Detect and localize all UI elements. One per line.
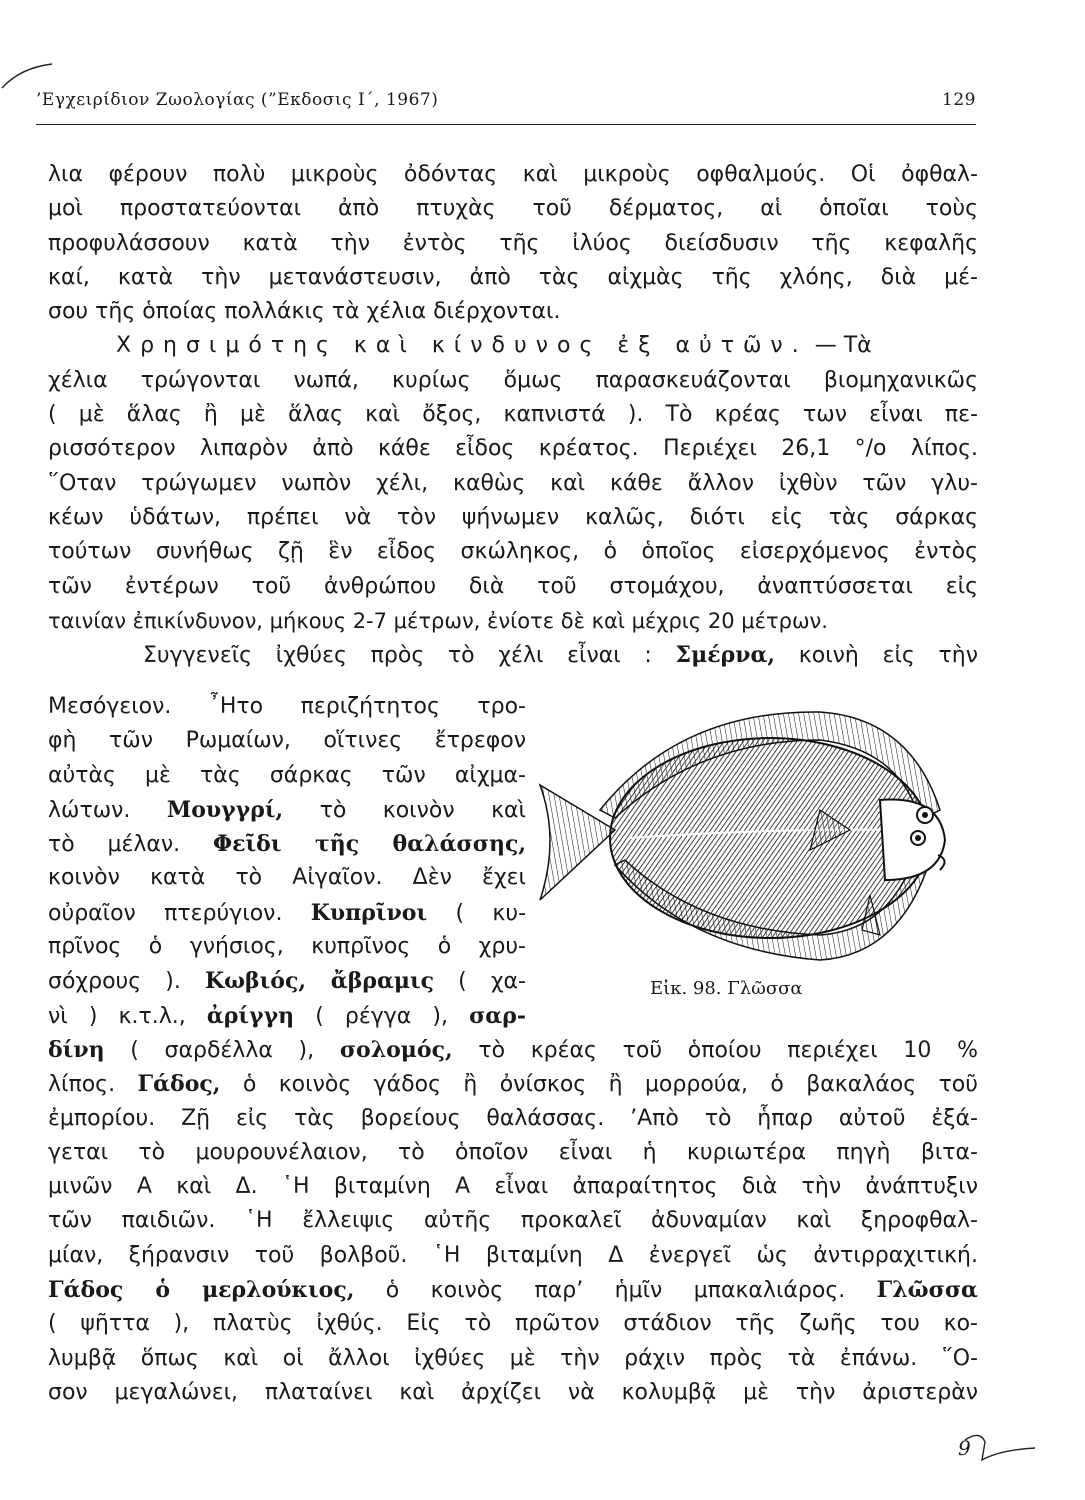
plain-part: ὁ κοινὸς παρ’ ἡμῖν μπακαλιάρος. [385, 1278, 846, 1304]
text-line [48, 896, 526, 930]
term-glossa: Γλῶσσα [876, 1277, 978, 1304]
related-intro-text: Συγγενεῖς ἰχθύες πρὸς τὸ χέλι εἶναι : [143, 643, 652, 669]
text-line: λυμβᾷ ὅπως καὶ οἱ ἄλλοι ἰχθύες μὲ τὴν ράχιν πρὸς τὰ ἐπάνω. ῞Ο- [48, 1345, 978, 1371]
text-line: μίαν, ξήρανσιν τοῦ βολβοῦ. ῾Η βιταμίνη Δ ἐνεργεῖ ὡς ἀντιρραχιτική. [48, 1242, 978, 1268]
text-line: τούτων συνήθως ζῇ ἓν εἶδος σκώληκος, ὁ ὁποῖος εἰσερχόμενος ἐντὸς [48, 539, 978, 565]
header-rule [36, 124, 976, 125]
rest-part: τὸ κρέας τοῦ ὁποίου περιέχει 10 % [478, 1038, 978, 1063]
text-line: λια φέρουν πολὺ μικροὺς ὀδόντας καὶ μικροὺς οφθαλμούς. Οἱ ὀφθαλ- [48, 162, 978, 187]
wrapped-text-column [48, 690, 526, 1033]
term-feidi: Φεῖδι τῆς θαλάσσης, [212, 831, 526, 858]
text-line [48, 827, 526, 861]
figure-caption: Εἰκ. 98. Γλῶσσα [650, 978, 803, 999]
text-line [48, 1033, 978, 1067]
term-mougri: Μουγγρί, [166, 796, 284, 823]
related-intro-line [48, 638, 978, 672]
text-line: ῞Οταν τρώγωμεν νωπὸν χέλι, καθὼς καὶ κάθε ἄλλον ἰχθὺν τῶν γλυ- [48, 470, 978, 496]
subheading-title: Χρησιμότης καὶ κίνδυνος ἐξ αὐτῶν. [116, 333, 808, 359]
signature-number: 9 [958, 1436, 971, 1460]
text-line: κέων ὑδάτων, πρέπει νὰ τὸν ψήνωμεν καλῶς, διότι εἰς τὰς σάρκας [48, 504, 978, 530]
page-number: 129 [942, 90, 976, 110]
text-line [48, 964, 526, 998]
text-line: ρισσότερον λιπαρὸν ἀπὸ κάθε εἶδος κρέατος. Περιέχει 26,1 °/o λίπος. [48, 436, 978, 462]
text-line [48, 999, 526, 1033]
rest-part: τὸ κοινὸν καὶ [319, 797, 526, 823]
running-header [36, 90, 976, 110]
running-title: ’Εγχειρίδιον Ζωολογίας (”Εκδοσις Ι΄, 1967) [36, 90, 439, 110]
term-kyprinoi: Κυπρῖνοι [310, 899, 428, 926]
text-line: ταινίαν ἐπικίνδυνον, μήκους 2-7 μέτρων, ἐνίοτε δὲ καὶ μέχρις 20 μέτρων. [48, 608, 828, 633]
rest-part: ὁ κοινὸς γάδος ἢ ὀνίσκος ἢ μορρούα, ὁ βακαλάος τοῦ [242, 1072, 978, 1098]
body-text-tail [48, 1033, 978, 1410]
text-line: σου τῆς ὁποίας πολλάκις τὰ χέλια διέρχονται. [48, 299, 561, 325]
text-line: γεται τὸ μουρουνέλαιον, τὸ ὁποῖον εἶναι ἡ κυριωτέρα πηγὴ βιτα- [48, 1139, 978, 1165]
term-sardini-end: δίνη [48, 1037, 105, 1063]
term-kobios: Κωβιός, ἄβραμις [204, 968, 435, 995]
signature-mark [960, 1420, 1040, 1480]
text-line: κοινὸν κατὰ τὸ Αἰγαῖον. Δὲν ἔχει [48, 865, 526, 891]
text-line [48, 793, 526, 827]
plain-part: νὶ ) κ.τ.λ., [48, 1003, 186, 1029]
text-line: ( μὲ ἅλας ἢ μὲ ἅλας καὶ ὄξος, καπνιστά ). Τὸ κρέας των εἶναι πε- [48, 402, 978, 428]
plain-part: ( σαρδέλλα ), [130, 1038, 315, 1063]
term-merloukios: Γάδος ὁ μερλούκιος, [48, 1277, 355, 1304]
text-line: σον μεγαλώνει, πλαταίνει καὶ ἀρχίζει νὰ κολυμβᾷ μὲ τὴν ἀριστερὰν [48, 1379, 978, 1405]
text-line: Μεσόγειον. ῏Ητο περιζήτητος τρο- [48, 694, 526, 719]
flatfish-illustration-icon [520, 690, 970, 990]
term-gados: Γάδος, [137, 1071, 221, 1098]
text-line: μινῶν Α καὶ Δ. ῾Η βιταμίνη Α εἶναι ἀπαραίτητος διὰ τὴν ἀνάπτυξιν [48, 1174, 978, 1200]
term-aringi: ἀρίγγη [206, 1002, 295, 1029]
plain-part: λώτων. [48, 797, 131, 823]
text-line: τῶν παιδιῶν. ῾Η ἔλλειψις αὐτῆς προκαλεῖ ἀδυναμίαν καὶ ξηροφθαλ- [48, 1208, 978, 1234]
plain-part: λίπος. [48, 1072, 116, 1098]
subheading-line [48, 329, 978, 363]
term-sardini: σαρ- [469, 1002, 526, 1029]
text-line: προφυλάσσουν κατὰ τὴν ἐντὸς τῆς ἰλύος διείσδυσιν τῆς κεφαλῆς [48, 230, 978, 256]
text-line: χέλια τρώγονται νωπά, κυρίως ὅμως παρασκευάζονται βιομηχανικῶς [48, 367, 978, 393]
text-line: καί, κατὰ τὴν μετανάστευσιν, ἀπὸ τὰς αἰχμὰς τῆς χλόης, διὰ μέ- [48, 264, 978, 290]
text-line: φὴ τῶν Ρωμαίων, οἵτινες ἔτρεφον [48, 728, 526, 754]
rest-part: ( ρέγγα ), [315, 1003, 448, 1029]
body-text [48, 158, 978, 672]
rest-part: ( χα- [458, 969, 526, 995]
text-line [48, 1067, 978, 1101]
rest-part: ( κυ- [455, 900, 526, 926]
plain-part: σόχρους ). [48, 969, 181, 995]
plain-part: τὸ μέλαν. [48, 832, 181, 858]
text-line: μοὶ προστατεύονται ἀπὸ πτυχὰς τοῦ δέρματος, αἱ ὁποῖαι τοὺς [48, 196, 978, 222]
subheading-after: — Τὰ [814, 333, 872, 359]
plain-part: οὐραῖον πτερύγιον. [48, 900, 283, 926]
term-smerna: Σμέρνα, [675, 642, 776, 669]
text-line: τῶν ἐντέρων τοῦ ἀνθρώπου διὰ τοῦ στομάχου, ἀναπτύσσεται εἰς [48, 573, 978, 599]
text-line: ἐμπορίου. Ζῇ εἰς τὰς βορείους θαλάσσας. ’Απὸ τὸ ἧπαρ αὐτοῦ ἐξά- [48, 1105, 978, 1131]
text-line: ( ψῆττα ), πλατὺς ἰχθύς. Εἰς τὸ πρῶτον στάδιον τῆς ζωῆς του κο- [48, 1311, 978, 1337]
text-line [48, 1273, 978, 1307]
term-solomos: σολομός, [339, 1037, 453, 1063]
related-intro-rest: κοινὴ εἰς τὴν [798, 643, 978, 669]
text-line: πρῖνος ὁ γνήσιος, κυπρῖνος ὁ χρυ- [48, 934, 526, 960]
text-line: αὐτὰς μὲ τὰς σάρκας τῶν αἰχμα- [48, 762, 526, 788]
